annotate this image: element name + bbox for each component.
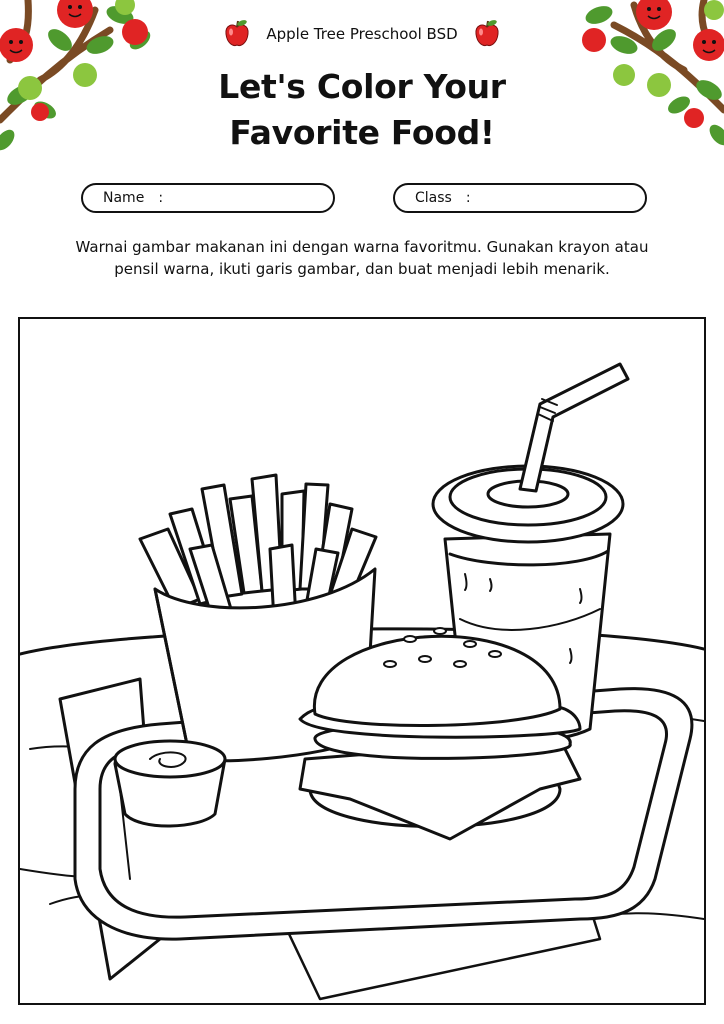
class-field[interactable] [393, 183, 647, 213]
name-input[interactable] [171, 187, 349, 209]
coloring-illustration [20, 319, 704, 1003]
name-label: Name [103, 190, 145, 206]
instructions-line-1: Warnai gambar makanan ini dengan warna favoritmu. Gunakan krayon atau [75, 238, 649, 256]
instructions-line-2: pensil warna, ikuti garis gambar, dan buat menjadi lebih menarik. [114, 260, 610, 278]
class-separator: : [465, 190, 471, 206]
class-label: Class [415, 190, 452, 206]
title-line-1: Let's Color Your [218, 67, 506, 106]
title-line-2: Favorite Food! [229, 113, 495, 152]
page-title [0, 64, 724, 156]
name-separator: : [158, 190, 164, 206]
apple-icon [222, 19, 252, 49]
school-name: Apple Tree Preschool BSD [266, 25, 458, 43]
instructions-text [30, 236, 694, 280]
name-field[interactable] [81, 183, 335, 213]
school-header [0, 20, 724, 48]
class-input[interactable] [479, 187, 657, 209]
coloring-frame [18, 317, 706, 1005]
dipping-sauce [115, 741, 225, 826]
apple-icon [472, 19, 502, 49]
